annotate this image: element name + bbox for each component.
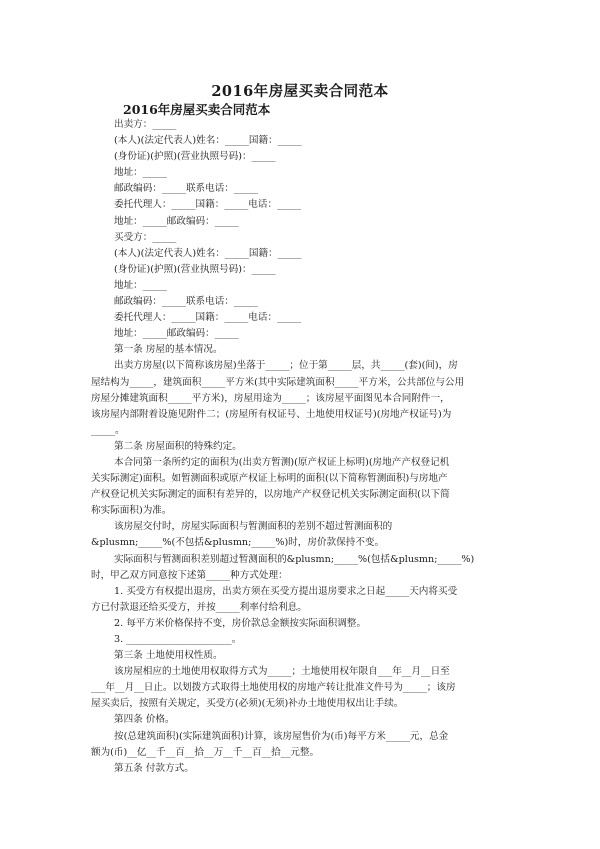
contract-line: 该房屋内部附着设施见附件二；(房屋所有权证号、土地使用权证号)(房地产权证号)为 (91, 408, 452, 420)
contract-line: 产权登记机关实际测定的面积有差异的，以房地产产权登记机关实际测定面积(以下简 (91, 489, 450, 501)
contract-line: 额为(币)__亿__千__百__拾__万__千__百__拾__元整。 (91, 746, 320, 758)
contract-line: 出卖方：_____ (114, 119, 177, 130)
contract-line: 屋买卖后，按照有关规定，买受方(必须)(无须)补办土地使用权出让手续。 (91, 698, 404, 710)
contract-line: &plusmn;_____%(不包括&plusmn;_____%)时，房价款保持不变。 (91, 537, 385, 549)
document-subtitle: 2016年房屋买卖合同范本 (123, 102, 271, 117)
contract-line: 地址：_____ (114, 167, 167, 179)
contract-line: 该房屋相应的土地使用权取得方式为_____；土地使用权年限自___年__月__日至 (114, 666, 450, 678)
contract-line: 买受方：_____ (114, 231, 177, 243)
contract-line: 称实际面积)为准。 (91, 505, 172, 517)
contract-line: (本人)(法定代表人)姓名：_____国籍：_____ (114, 135, 302, 147)
contract-line: 屋结构为_____，建筑面积_____平方米(其中实际建筑面积_____平方米，公共部位与公用 (91, 376, 465, 388)
contract-line: 3. ______________________。 (114, 634, 242, 645)
contract-line: 时，甲乙双方同意按下述第_____种方式处理： (91, 569, 288, 581)
contract-line: 1. 买受方有权提出退房，出卖方须在买受方提出退房要求之日起_____天内将买受 (114, 585, 458, 597)
contract-line: 实际面积与暂测面积差别超过暂测面积的&plusmn;_____%(包括&plusmn;_____%) (114, 553, 475, 565)
contract-line: (身份证)(护照)(营业执照号码)：_____ (114, 263, 276, 275)
contract-line: 第一条 房屋的基本情况。 (114, 344, 223, 356)
contract-line: 出卖方房屋(以下简称该房屋)坐落于_____；位于第_____层，共_____(套)(间)，房 (114, 360, 458, 372)
contract-line: 第四条 价格。 (114, 714, 175, 726)
contract-line: (本人)(法定代表人)姓名：_____国籍：_____ (114, 247, 302, 259)
contract-line: 委托代理人：_____国籍：_____电话：_____ (114, 199, 302, 211)
contract-line: _____。 (91, 424, 125, 436)
document-title: 2016年房屋买卖合同范本 (211, 83, 389, 100)
contract-line: 第五条 付款方式。 (114, 762, 194, 774)
contract-line: 2. 每平方米价格保持不变，房价款总金额按实际面积调整。 (114, 617, 367, 629)
contract-line: 房屋分摊建筑面积_____平方米)，房屋用途为_____；该房屋平面图见本合同附件一， (91, 392, 450, 404)
contract-line: 地址：_____邮政编码：_____ (114, 215, 239, 227)
contract-line: 邮政编码：_____联系电话：_____ (114, 296, 258, 308)
contract-line: 地址：_____邮政编码：_____ (114, 328, 239, 340)
contract-line: 本合同第一条所约定的面积为(出卖方暂测)(原产权证上标明)(房地产产权登记机 (114, 456, 450, 468)
contract-line: 第三条 土地使用权性质。 (114, 650, 223, 662)
contract-line: 邮政编码：_____联系电话：_____ (114, 183, 258, 195)
contract-line: 方已付款退还给买受方，并按_____利率付给利息。 (91, 601, 307, 613)
contract-line: 按(总建筑面积)(实际建筑面积)计算，该房屋售价为(币)每平方米_____元，总金 (114, 730, 449, 742)
contract-line: 委托代理人：_____国籍：_____电话：_____ (114, 312, 302, 324)
contract-line: ___年__月__日止。以划拨方式取得土地使用权的房地产转让批准文件号为_____；该房 (91, 682, 456, 694)
contract-line: 第二条 房屋面积的特殊约定。 (114, 440, 242, 452)
contract-line: (身份证)(护照)(营业执照号码)：_____ (114, 151, 276, 163)
contract-line: 关实际测定)面积。如暂测面积或原产权证上标明的面积(以下简称暂测面积)与房地产 (91, 473, 448, 485)
contract-body (91, 117, 521, 777)
contract-line: 地址：_____ (114, 279, 167, 291)
contract-line: 该房屋交付时，房屋实际面积与暂测面积的差别不超过暂测面积的 (114, 521, 393, 533)
